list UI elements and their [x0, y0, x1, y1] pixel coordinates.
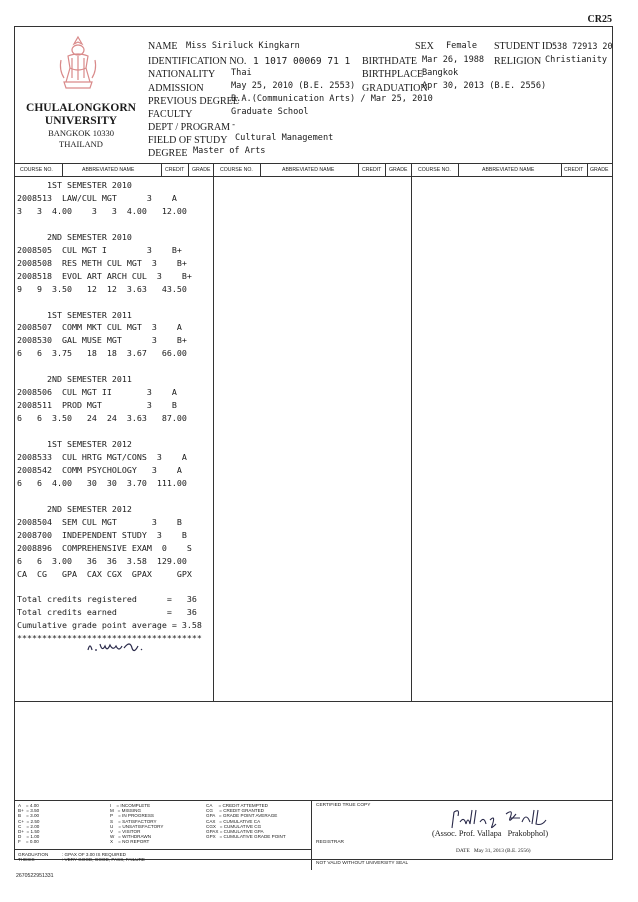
university-name-line2: UNIVERSITY: [44, 115, 118, 127]
header-top-rule: [14, 163, 612, 164]
section-divider: [411, 163, 412, 701]
col-divider: [385, 163, 386, 176]
birthplace-value: Bangkok: [422, 68, 459, 78]
legend-symbol-item: S = SATISFACTORY: [110, 818, 157, 824]
legend-abbrevs: [206, 803, 286, 839]
legend-symbol-item: P = IN PROGRESS: [110, 813, 154, 819]
dept-program-value: -: [231, 120, 237, 130]
sex-value: Female: [446, 41, 478, 51]
transcript-line: 2008508 RES METH CUL MGT 3 B+: [17, 257, 187, 268]
legend-abbrev-item: CG = CREDIT GRANTED: [206, 808, 264, 814]
field-of-study-label: FIELD OF STUDY: [148, 135, 228, 146]
transcript-line: Total credits registered = 36: [17, 594, 197, 605]
legend-grade-item: B = 3.00: [18, 813, 40, 819]
legend-abbrev-item: CA = CREDIT ATTEMPTED: [206, 803, 268, 808]
transcript-line: 2008513 LAW/CUL MGT 3 A: [17, 192, 177, 203]
degree-value: Master of Arts: [193, 146, 266, 156]
university-address-line2: THAILAND: [59, 139, 103, 149]
sex-label: SEX: [415, 41, 434, 52]
legend-symbol-item: V = VISITOR: [110, 829, 141, 835]
registrar-signature-icon: [450, 806, 560, 830]
col-header-abbreviated-name: ABBREVIATED NAME: [282, 167, 335, 173]
header-bottom-rule: [14, 176, 612, 177]
legend-grade-item: C = 2.00: [18, 823, 40, 829]
university-seal-icon: [56, 34, 100, 94]
admission-value: May 25, 2010 (B.E. 2553): [231, 81, 356, 91]
transcript-line: 2008896 COMPREHENSIVE EXAM 0 S: [17, 542, 192, 553]
birthplace-label: BIRTHPLACE: [362, 69, 424, 80]
transcript-line: 2ND SEMESTER 2011: [17, 374, 132, 385]
col-header-credit: CREDIT: [564, 167, 584, 173]
col-header-course-no: COURSE NO.: [418, 167, 451, 173]
col-header-course-no: COURSE NO.: [220, 167, 253, 173]
transcript-line: 9 9 3.50 12 12 3.63 43.50: [17, 283, 187, 294]
transcript-line: Cumulative grade point average = 3.58: [17, 620, 202, 631]
transcript-line: 6 6 3.75 18 18 3.67 66.00: [17, 348, 187, 359]
transcript-line: 1ST SEMESTER 2012: [17, 439, 132, 449]
transcript-line: 2008533 CUL HRTG MGT/CONS 3 A: [17, 451, 187, 462]
student-id-label: STUDENT ID: [494, 41, 553, 52]
transcript-line: 2ND SEMESTER 2010: [17, 231, 132, 242]
legend-grade-item: A = 4.00: [18, 803, 39, 808]
col-divider: [358, 163, 359, 176]
transcript-line: 6 6 3.00 36 36 3.58 129.00: [17, 555, 187, 566]
university-name-line1: CHULALONGKORN: [26, 102, 136, 114]
col-divider: [62, 163, 63, 176]
admission-label: ADMISSION: [148, 83, 204, 94]
form-code: CR25: [587, 14, 612, 25]
col-header-course-no: COURSE NO.: [20, 167, 53, 173]
legend-top-rule: [14, 800, 612, 801]
transcript-line: 2008507 COMM MKT CUL MGT 3 A: [17, 322, 182, 333]
transcript-line: 3 3 4.00 3 3 4.00 12.00: [17, 205, 187, 216]
col-header-grade: GRADE: [590, 167, 609, 173]
legend-abbrev-item: GPA = GRADE POINT AVERAGE: [206, 813, 278, 819]
graduation-thesis-label: GRADUATION THESIS: [18, 852, 49, 863]
certified-true-copy: CERTIFIED TRUE COPY: [316, 803, 371, 808]
field-of-study-value: Cultural Management: [235, 133, 334, 143]
transcript-line: 2008542 COMM PSYCHOLOGY 3 A: [17, 464, 182, 475]
graduation-thesis-text: : GPAX OF 3.00 IS REQUIRED : VERY GOOD, GOOD, PASS, FAILURE: [62, 852, 145, 863]
legend-bottom-rule: [14, 849, 311, 850]
registrar-name: (Assoc. Prof. Vallapa Prakobphol): [432, 829, 549, 838]
transcript-line: 2008506 CUL MGT II 3 A: [17, 387, 177, 398]
nationality-label: NATIONALITY: [148, 69, 216, 80]
legend-symbol-item: M = MISSING: [110, 808, 142, 814]
col-header-grade: GRADE: [389, 167, 408, 173]
birthdate-value: Mar 26, 1988: [422, 55, 485, 65]
transcript-line: 2ND SEMESTER 2012: [17, 503, 132, 514]
previous-degree-value: B.A.(Communication Arts) / Mar 25, 2010: [231, 94, 433, 104]
graduation-value: Apr 30, 2013 (B.E. 2556): [422, 81, 547, 91]
legend-symbols: [110, 803, 163, 845]
degree-label: DEGREE: [148, 148, 188, 159]
col-header-abbreviated-name: ABBREVIATED NAME: [482, 167, 535, 173]
col-divider: [561, 163, 562, 176]
legend-abbrev-item: CAX = CUMULATIVE CA: [206, 818, 261, 824]
legend-abbrev-item: CGX = CUMULATIVE CG: [206, 823, 262, 829]
legend-grade-item: B+ = 3.50: [18, 808, 40, 814]
col-header-grade: GRADE: [192, 167, 211, 173]
faculty-label: FACULTY: [148, 109, 193, 120]
initials-mark-icon: [86, 636, 156, 656]
registrar-label: REGISTRAR: [316, 840, 344, 845]
legend-symbol-item: X = NO REPORT: [110, 839, 150, 845]
transcript-line: 2008530 GAL MUSE MGT 3 B+: [17, 335, 187, 346]
transcript-line: *************************************: [17, 633, 202, 644]
transcript-line: 6 6 3.50 24 24 3.63 87.00: [17, 413, 187, 424]
legend-symbol-item: W = WITHDRAWN: [110, 834, 152, 840]
student-name: Miss Siriluck Kingkarn: [186, 41, 300, 51]
legend-symbol-item: I = INCOMPLETE: [110, 803, 151, 808]
col-header-abbreviated-name: ABBREVIATED NAME: [82, 167, 135, 173]
transcript-line: 2008511 PROD MGT 3 B: [17, 400, 177, 411]
col-divider: [188, 163, 189, 176]
transcript-line: Total credits earned = 36: [17, 607, 197, 618]
col-divider: [260, 163, 261, 176]
transcript-line: 1ST SEMESTER 2011: [17, 309, 132, 320]
col-header-credit: CREDIT: [362, 167, 382, 173]
legend-abbrev-item: GPAX = CUMULATIVE GPA: [206, 829, 264, 835]
footer-top-rule: [14, 701, 612, 702]
transcript-line: 2008518 EVOL ART ARCH CUL 3 B+: [17, 270, 192, 281]
serial-number: 2670522951331: [16, 873, 54, 879]
transcript-line: 1ST SEMESTER 2010: [17, 180, 132, 190]
transcript-line: CA CG GPA CAX CGX GPAX GPX: [17, 568, 192, 579]
university-address-line1: BANGKOK 10330: [48, 128, 114, 138]
transcript-line: 2008505 CUL MGT I 3 B+: [17, 244, 182, 255]
legend-grade-item: C+ = 2.50: [18, 818, 40, 824]
col-header-credit: CREDIT: [165, 167, 185, 173]
legend-grade-item: D+ = 1.50: [18, 829, 40, 835]
religion-value: Christianity: [545, 55, 608, 65]
not-valid-notice: NOT VALID WITHOUT UNIVERSITY SEAL: [316, 861, 409, 866]
legend-grades: [18, 803, 39, 845]
transcript-line: 2008504 SEM CUL MGT 3 B: [17, 516, 182, 527]
legend-abbrev-item: GPX = CUMULATIVE GRADE POINT: [206, 834, 286, 840]
certification-date: DATE May 31, 2013 (B.E. 2556): [456, 848, 531, 854]
name-label: NAME: [148, 41, 178, 52]
previous-degree-label: PREVIOUS DEGREE: [148, 96, 239, 107]
legend-divider: [311, 800, 312, 870]
legend-grade-item: D = 1.00: [18, 834, 40, 840]
nationality-value: Thai: [231, 68, 252, 78]
legend-symbol-item: U = UNSATISFACTORY: [110, 823, 164, 829]
identification-no-label: IDENTIFICATION NO.: [148, 56, 247, 67]
transcript-line: 6 6 4.00 30 30 3.70 111.00: [17, 477, 187, 488]
col-divider: [458, 163, 459, 176]
identification-no-value: 1 1017 00069 71 1: [253, 56, 351, 67]
graduation-label: GRADUATION: [362, 83, 428, 94]
legend-grade-item: F = 0.00: [18, 839, 39, 845]
student-id-value: 538 72913 20: [552, 41, 613, 51]
religion-label: RELIGION: [494, 56, 542, 67]
transcript-line: 2008700 INDEPENDENT STUDY 3 B: [17, 529, 187, 540]
dept-program-label: DEPT / PROGRAM: [148, 122, 231, 133]
col-divider: [161, 163, 162, 176]
faculty-value: Graduate School: [231, 107, 309, 117]
section-divider: [213, 163, 214, 701]
birthdate-label: BIRTHDATE: [362, 56, 417, 67]
col-divider: [587, 163, 588, 176]
